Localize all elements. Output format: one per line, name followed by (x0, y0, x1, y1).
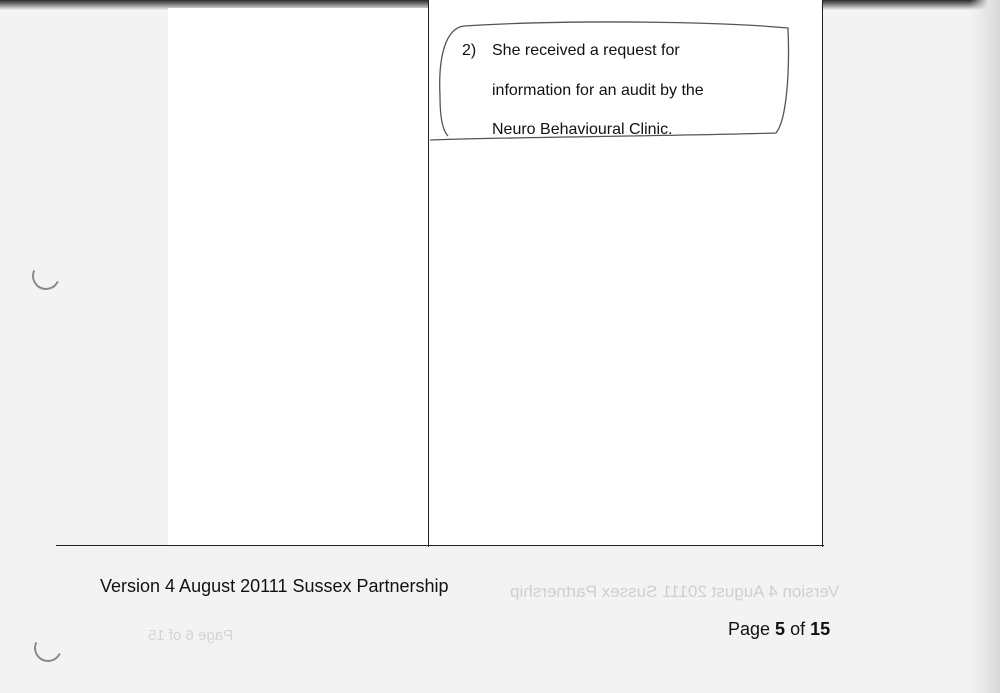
footer-version-text: Version 4 August 20111 Sussex Partnership (100, 576, 449, 596)
table-border-bottom (56, 545, 824, 546)
handwritten-circle-annotation (424, 16, 796, 146)
page-total: 15 (810, 619, 831, 639)
page-current: 5 (775, 619, 786, 639)
list-item-number: 2) (462, 42, 477, 59)
footer-page-number (728, 619, 830, 640)
list-item-line-3: Neuro Behavioural Clinic. (492, 121, 673, 138)
list-item-line-1: She received a request for (492, 42, 680, 59)
punch-hole-mark (28, 258, 64, 294)
page-prefix: Page (728, 619, 776, 639)
list-item-line-2: information for an audit by the (492, 81, 704, 99)
table-left-cell (168, 8, 429, 546)
bleed-through-version-text: Version 4 August 20111 Sussex Partnership (510, 582, 840, 601)
punch-hole-mark (30, 630, 66, 666)
scan-right-edge (970, 0, 1000, 693)
page-of: of (785, 619, 811, 639)
table-border-right (822, 0, 823, 547)
bleed-through-page-text: Page 6 of 15 (148, 627, 234, 644)
